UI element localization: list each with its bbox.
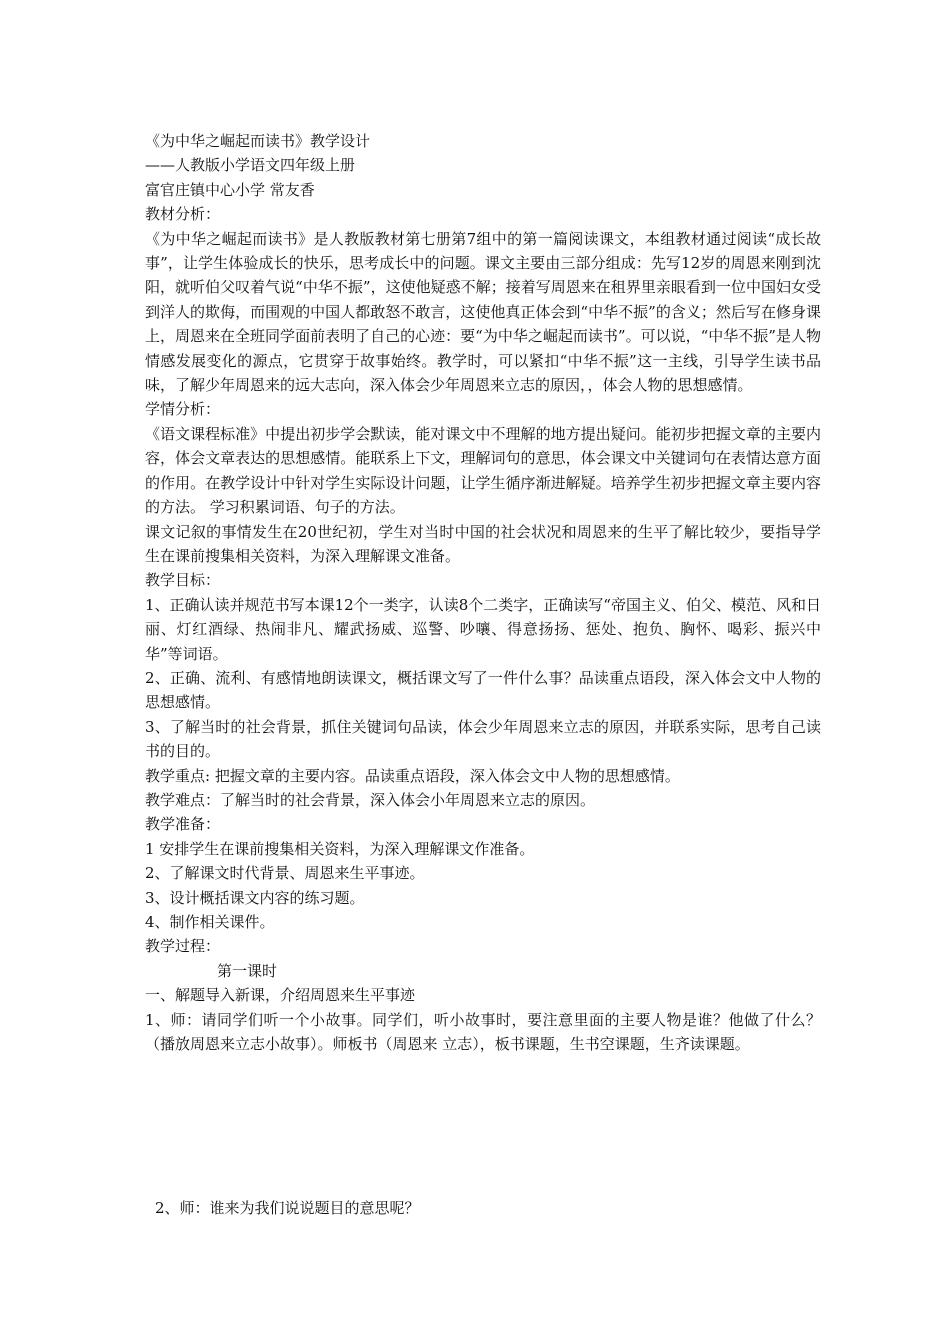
process-step-1-item-2: 2、师：谁来为我们说说题目的意思呢？ [155, 1199, 420, 1217]
section-heading-student-analysis: 学情分析： [145, 400, 221, 419]
document-subtitle: ——人教版小学语文四年级上册 [145, 156, 356, 175]
lesson-heading-first: 第一课时 [217, 961, 278, 980]
objective-item-3: 3、了解当时的社会背景，抓住关键词句品读，体会少年周恩来立志的原因，并联系实际，思考自己读书的目的。 [145, 717, 821, 761]
paragraph-textbook-analysis: 《为中华之崛起而读书》是人教版教材第七册第7组中的第一篇阅读课文，本组教材通过阅读“成长故事”，让学生体验成长的快乐，思考成长中的问题。课文主要由三部分组成：先写12岁的周恩来刚到沈阳，就听伯父叹着气说“中华不振”，这使他疑惑不解；接着写周恩来在租界里亲眼看到一位中国妇女受到洋人的欺侮，而围观的中国人都敢怒不敢言，这使他真正体会到“中华不振”的含义；然后写在修身课上，周恩来在全班同学面前表明了自己的心迹：要“为中华之崛起而读书”。可以说，“中华不振”是人物情感发展变化的源点，它贯穿于故事始终。教学时，可以紧扣“中华不振”这一主线，引导学生读书品味，了解少年周恩来的远大志向，深入体会少年周恩来立志的原因，，体会人物的思想感情。 [145, 229, 821, 395]
section-heading-objectives: 教学目标： [145, 571, 221, 590]
process-step-1-heading: 一、解题导入新课，介绍周恩来生平事迹 [145, 986, 416, 1005]
section-heading-process: 教学过程： [145, 937, 221, 956]
preparation-item-4: 4、制作相关课件。 [145, 913, 275, 931]
preparation-item-1: 1 安排学生在课前搜集相关资料，为深入理解课文作准备。 [145, 839, 535, 858]
section-heading-preparation: 教学准备： [145, 815, 221, 834]
document-title: 《为中华之崛起而读书》教学设计 [145, 132, 371, 150]
paragraph-background: 课文记叙的事情发生在20世纪初，学生对当时中国的社会状况和周恩来的生平了解比较少，要指导学生在课前搜集相关资料，为深入理解课文准备。 [145, 522, 821, 565]
objective-item-1: 1、正确认读并规范书写本课12个一类字，认读8个二类字，正确读写“帝国主义、伯父、模范、风和日丽、灯红酒绿、热闹非凡、耀武扬威、巡警、吵嚷、得意扬扬、惩处、抱负、胸怀、喝彩、振兴中华”等词语。 [145, 595, 821, 663]
preparation-item-3: 3、设计概括课文内容的练习题。 [145, 888, 365, 907]
process-step-1-item-1: 1、师：请同学们听一个小故事。同学们，听小故事时，要注意里面的主要人物是谁？他做了什么？（播放周恩来立志小故事）。师板书（周恩来 立志），板书课题，生书空课题，生齐读课题。 [145, 1010, 821, 1054]
section-heading-textbook-analysis: 教材分析： [145, 205, 221, 224]
document-author: 富官庄镇中心小学 常友香 [145, 180, 315, 199]
document-body [145, 129, 821, 1056]
teaching-difficulty: 教学难点：了解当时的社会背景，深入体会小年周恩来立志的原因。 [145, 790, 596, 809]
objective-item-2: 2、正确、流利、有感情地朗读课文，概括课文写了一件什么事？品读重点语段，深入体会文中人物的思想感情。 [145, 668, 821, 712]
preparation-item-2: 2、了解课文时代背景、周恩来生平事迹。 [145, 864, 425, 883]
teaching-key-point: 教学重点: 把握文章的主要内容。品读重点语段，深入体会文中人物的思想感情。 [145, 766, 680, 785]
paragraph-student-analysis: 《语文课程标准》中提出初步学会默读，能对课文中不理解的地方提出疑问。能初步把握文章的主要内容，体会文章表达的思想感情。能联系上下文，理解词句的意思，体会课文中关键词句在表情达意方面的作用。在教学设计中针对学生实际设计问题，让学生循序渐进解疑。培养学生初步把握文章主要内容的方法。 学习积累词语、句子的方法。 [145, 424, 821, 517]
